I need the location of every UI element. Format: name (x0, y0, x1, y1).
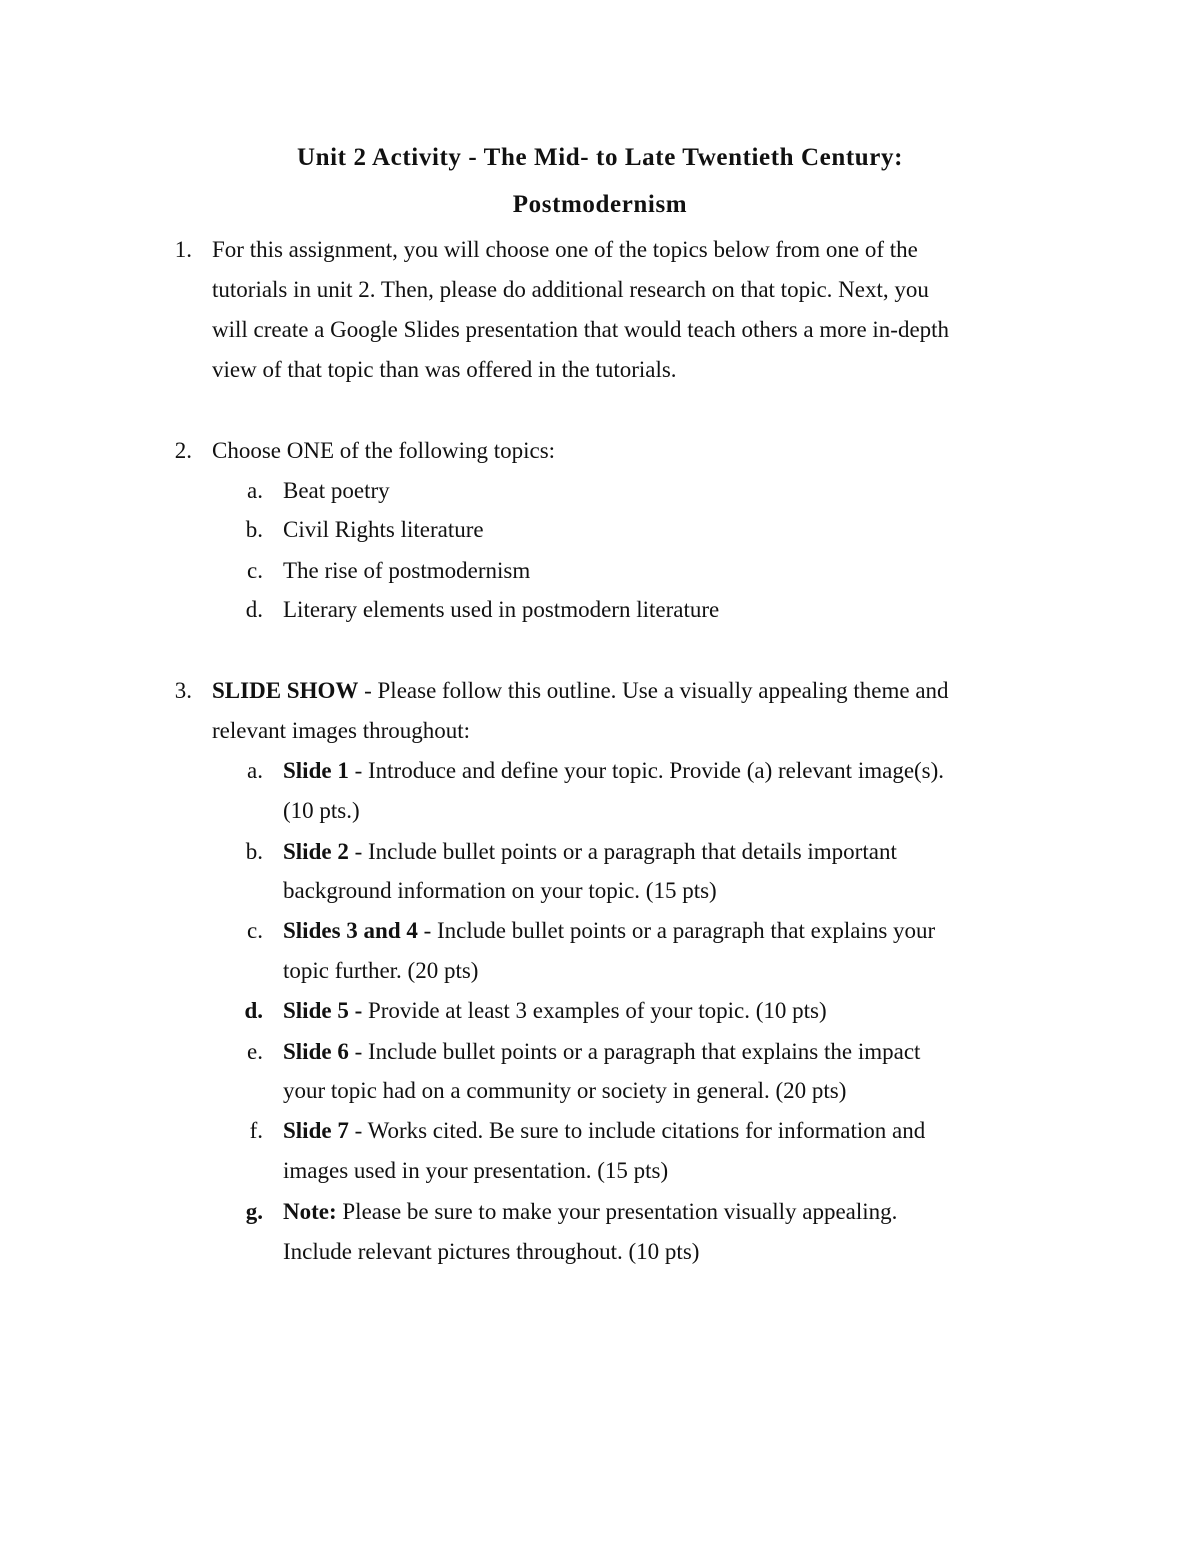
slide-label: Slide 7 (283, 1118, 349, 1143)
topic-item: The rise of postmodernism (283, 558, 531, 583)
slide-description: Provide at least 3 examples of your topic. (10 pts) (362, 998, 827, 1023)
slide-marker-c: c. (247, 918, 263, 943)
topic-item: Civil Rights literature (283, 517, 484, 542)
document-title-line-2: Postmodernism (512, 191, 688, 218)
slide-item-line-2: background information on your topic. (15 pts) (283, 878, 717, 903)
slide-item-line-1 (283, 999, 827, 1022)
slide-item-line-1 (283, 1119, 925, 1142)
slide-description: - Include bullet points or a paragraph that explains the impact (348, 1039, 921, 1064)
slide-marker-a: a. (247, 758, 263, 783)
slide-marker-g: g. (245, 1199, 263, 1224)
item3-line-1-text: - Please follow this outline. Use a visually appealing theme and (358, 678, 949, 703)
list-number-2: 2. (174, 438, 192, 463)
topic-item: Literary elements used in postmodern literature (283, 597, 720, 622)
slide-description: - Works cited. Be sure to include citations for information and (348, 1118, 926, 1143)
slide-description: - Include bullet points or a paragraph that details important (348, 839, 897, 864)
note-description: Please be sure to make your presentation visually appealing. (336, 1199, 898, 1224)
slide-label: Slide 5 - (283, 998, 363, 1023)
slide-item-line-1 (283, 840, 897, 863)
item2-text: Choose ONE of the following topics: (212, 438, 556, 463)
slide-item-line-2: topic further. (20 pts) (283, 958, 479, 983)
item3-line-1 (212, 679, 949, 702)
topic-marker-b: b. (245, 517, 263, 542)
slide-marker-f: f. (249, 1118, 263, 1143)
document-title-line-1: Unit 2 Activity - The Mid- to Late Twentieth Century: (296, 144, 904, 171)
item1-line-2: tutorials in unit 2. Then, please do additional research on that topic. Next, you (212, 277, 929, 302)
slide-item-line-2: images used in your presentation. (15 pts) (283, 1158, 669, 1183)
topic-marker-a: a. (247, 478, 263, 503)
slide-label: Slide 6 (283, 1039, 349, 1064)
item3-line-2: relevant images throughout: (212, 718, 471, 743)
topic-marker-d: d. (245, 597, 263, 622)
slide-description: - Introduce and define your topic. Provide (a) relevant image(s). (348, 758, 945, 783)
slide-marker-d: d. (244, 998, 263, 1023)
slide-item-line-1 (283, 759, 944, 782)
slide-item-line-1 (283, 1040, 920, 1063)
slide-marker-b: b. (245, 839, 263, 864)
item1-line-1: For this assignment, you will choose one of the topics below from one of the (212, 237, 918, 262)
item1-line-3: will create a Google Slides presentation that would teach others a more in-depth (212, 317, 950, 342)
item3-bold-heading: SLIDE SHOW (212, 678, 359, 703)
note-line-1 (283, 1200, 897, 1223)
slide-description: - Include bullet points or a paragraph that explains your (417, 918, 936, 943)
note-label: Note: (283, 1199, 337, 1224)
slide-item-line-2: (10 pts.) (283, 798, 360, 823)
slide-label: Slides 3 and 4 (283, 918, 418, 943)
item1-line-4: view of that topic than was offered in the tutorials. (212, 357, 677, 382)
slide-item-line-2: your topic had on a community or society in general. (20 pts) (283, 1078, 847, 1103)
note-line-2: Include relevant pictures throughout. (10 pts) (283, 1239, 700, 1264)
list-number-3: 3. (174, 678, 192, 703)
slide-marker-e: e. (247, 1039, 263, 1064)
slide-item-line-1 (283, 919, 935, 942)
topic-marker-c: c. (247, 558, 263, 583)
list-number-1: 1. (174, 237, 192, 262)
topic-item: Beat poetry (283, 478, 390, 503)
slide-label: Slide 1 (283, 758, 349, 783)
slide-label: Slide 2 (283, 839, 349, 864)
